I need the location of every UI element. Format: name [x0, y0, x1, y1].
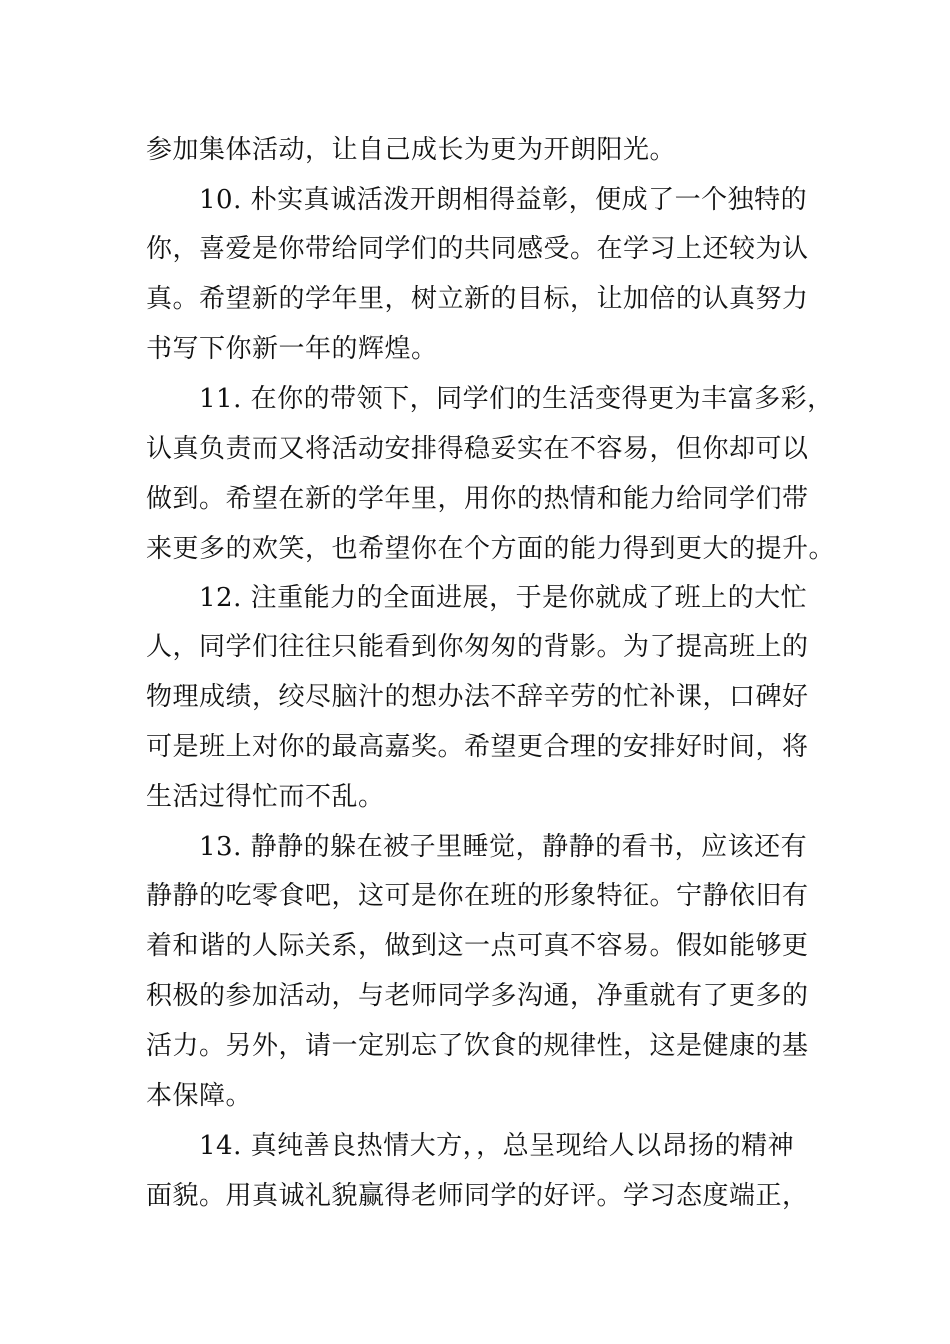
- paragraph-13-line-1: 13. 静静的躲在被子里睡觉，静静的看书，应该还有: [199, 832, 808, 862]
- paragraph-line: 静静的吃零食吧，这可是你在班的形象特征。宁静依旧有: [146, 881, 809, 911]
- paragraph-line: 物理成绩，绞尽脑汁的想办法不辞辛劳的忙补课，口碑好: [146, 682, 809, 712]
- paragraph-line: 书写下你新一年的辉煌。: [146, 334, 438, 364]
- paragraph-line: 来更多的欢笑，也希望你在个方面的能力得到更大的提升。: [146, 534, 836, 564]
- paragraph-14-line-1: 14. 真纯善良热情大方，，总呈现给人以昂扬的精神: [199, 1131, 795, 1161]
- paragraph-line: 参加集体活动，让自己成长为更为开朗阳光。: [146, 135, 677, 165]
- paragraph-line: 你，喜爱是你带给同学们的共同感受。在学习上还较为认: [146, 234, 809, 264]
- paragraph-10-line-1: 10. 朴实真诚活泼开朗相得益彰，便成了一个独特的: [199, 185, 808, 215]
- paragraph-line: 面貌。用真诚礼貌赢得老师同学的好评。学习态度端正，: [146, 1181, 809, 1211]
- paragraph-line: 本保障。: [146, 1081, 253, 1111]
- paragraph-line: 真。希望新的学年里，树立新的目标，让加倍的认真努力: [146, 284, 809, 314]
- paragraph-line: 做到。希望在新的学年里，用你的热情和能力给同学们带: [146, 484, 809, 514]
- paragraph-line: 活力。另外，请一定别忘了饮食的规律性，这是健康的基: [146, 1031, 809, 1061]
- paragraph-line: 生活过得忙而不乱。: [146, 782, 385, 812]
- paragraph-line: 可是班上对你的最高嘉奖。希望更合理的安排好时间，将: [146, 732, 809, 762]
- paragraph-line: 着和谐的人际关系，做到这一点可真不容易。假如能够更: [146, 931, 809, 961]
- paragraph-line: 积极的参加活动，与老师同学多沟通，净重就有了更多的: [146, 981, 809, 1011]
- paragraph-line: 人，同学们往往只能看到你匆匆的背影。为了提高班上的: [146, 632, 809, 662]
- paragraph-12-line-1: 12. 注重能力的全面进展，于是你就成了班上的大忙: [199, 583, 808, 613]
- paragraph-11-line-1: 11. 在你的带领下，同学们的生活变得更为丰富多彩，: [199, 384, 834, 414]
- paragraph-line: 认真负责而又将活动安排得稳妥实在不容易，但你却可以: [146, 434, 809, 464]
